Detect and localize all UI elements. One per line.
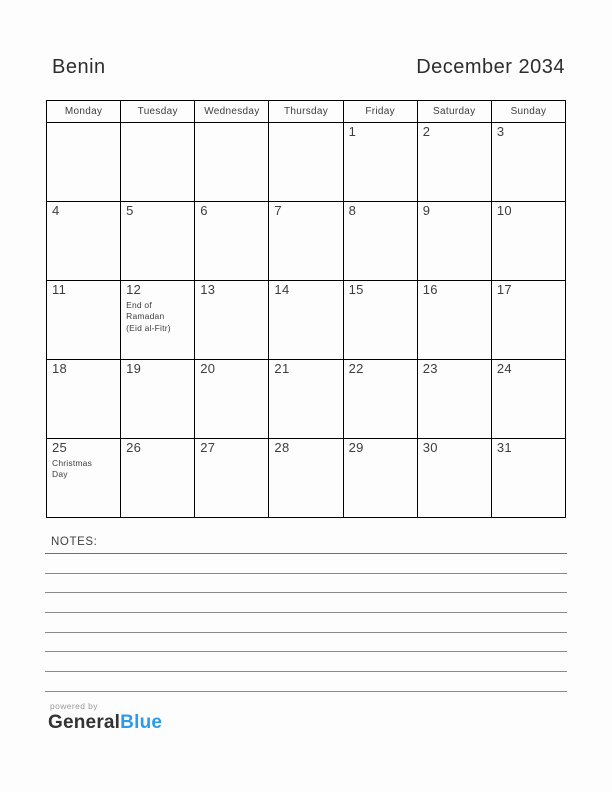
calendar-day-cell	[343, 360, 417, 439]
day-number: 23	[422, 361, 438, 376]
day-number: 10	[496, 203, 512, 218]
ruled-line	[45, 554, 567, 574]
calendar-day-cell	[417, 202, 491, 281]
calendar-week-row	[47, 439, 566, 518]
ruled-line	[45, 574, 567, 594]
calendar-day-cell	[491, 202, 565, 281]
ruled-line	[45, 593, 567, 613]
calendar-week-row	[47, 123, 566, 202]
calendar-day-cell	[269, 123, 343, 202]
logo-general-text: General	[48, 712, 121, 733]
day-number: 19	[126, 361, 142, 376]
day-number: 11	[52, 282, 67, 297]
day-number: 9	[422, 203, 431, 218]
day-number: 14	[274, 282, 290, 297]
calendar-day-cell	[491, 439, 565, 518]
calendar-day-cell	[121, 360, 195, 439]
weekday-header: Saturday	[417, 101, 491, 123]
weekday-header: Wednesday	[195, 101, 269, 123]
calendar-day-cell	[491, 281, 565, 360]
calendar-day-cell	[491, 360, 565, 439]
calendar-day-cell	[417, 439, 491, 518]
day-number: 5	[126, 203, 134, 218]
day-number: 3	[496, 124, 505, 139]
calendar-day-cell	[343, 281, 417, 360]
notes-section	[45, 534, 567, 692]
calendar-day-cell	[47, 123, 121, 202]
weekday-header: Thursday	[269, 101, 343, 123]
calendar-day-cell	[121, 281, 195, 360]
day-number: 31	[496, 440, 512, 455]
ruled-line	[45, 633, 567, 653]
calendar-day-cell	[195, 281, 269, 360]
day-number: 6	[200, 203, 208, 218]
weekday-header: Monday	[47, 101, 121, 123]
calendar-day-cell	[195, 123, 269, 202]
calendar-day-cell	[195, 439, 269, 518]
calendar-day-cell	[343, 202, 417, 281]
calendar-day-cell	[47, 281, 121, 360]
day-number: 28	[274, 440, 290, 455]
calendar-day-cell	[491, 123, 565, 202]
day-number: 18	[52, 361, 68, 376]
holiday-label: End of Ramadan (Eid al-Fitr)	[126, 299, 171, 333]
day-number: 27	[200, 440, 216, 455]
ruled-line	[45, 613, 567, 633]
day-number: 12	[126, 282, 142, 297]
day-number: 29	[348, 440, 364, 455]
calendar-day-cell	[121, 439, 195, 518]
day-number: 17	[496, 282, 512, 297]
calendar-day-cell	[195, 360, 269, 439]
calendar-week-row	[47, 281, 566, 360]
calendar-day-cell	[47, 202, 121, 281]
calendar-week-row	[47, 360, 566, 439]
month-year-title: December 2034	[416, 56, 565, 78]
calendar-day-cell	[343, 439, 417, 518]
weekday-header: Sunday	[491, 101, 565, 123]
day-number: 15	[348, 282, 364, 297]
day-number: 22	[348, 361, 364, 376]
calendar-day-cell	[195, 202, 269, 281]
calendar-day-cell	[417, 123, 491, 202]
ruled-line	[45, 672, 567, 692]
day-number: 7	[274, 203, 282, 218]
notes-label: NOTES:	[51, 536, 98, 548]
general-blue-logo	[48, 712, 162, 734]
calendar-day-cell	[269, 202, 343, 281]
weekday-header: Tuesday	[121, 101, 195, 123]
day-number: 21	[274, 361, 290, 376]
calendar-day-cell	[121, 202, 195, 281]
calendar-day-cell	[269, 281, 343, 360]
day-number: 4	[52, 203, 60, 218]
calendar-day-cell	[417, 281, 491, 360]
calendar-day-cell	[269, 360, 343, 439]
day-number: 30	[422, 440, 438, 455]
day-number: 13	[200, 282, 216, 297]
day-number: 8	[348, 203, 357, 218]
calendar-table	[46, 100, 566, 518]
holiday-label: Christmas Day	[52, 457, 93, 480]
calendar-week-row	[47, 202, 566, 281]
calendar-day-cell	[121, 123, 195, 202]
page-title: Benin	[52, 56, 106, 78]
day-number: 25	[52, 440, 68, 455]
ruled-line	[45, 534, 567, 554]
day-number: 2	[422, 124, 431, 139]
calendar-day-cell	[47, 360, 121, 439]
weekday-header-row	[47, 101, 566, 123]
calendar-day-cell	[47, 439, 121, 518]
calendar-day-cell	[417, 360, 491, 439]
day-number: 26	[126, 440, 142, 455]
logo-blue-text: Blue	[120, 712, 163, 733]
calendar-day-cell	[343, 123, 417, 202]
day-number: 24	[496, 361, 512, 376]
footer	[48, 701, 162, 734]
day-number: 20	[200, 361, 216, 376]
calendar-day-cell	[269, 439, 343, 518]
powered-by-text: powered by	[50, 701, 98, 711]
weekday-header: Friday	[343, 101, 417, 123]
day-number: 16	[422, 282, 438, 297]
ruled-line	[45, 652, 567, 672]
day-number: 1	[348, 124, 357, 139]
